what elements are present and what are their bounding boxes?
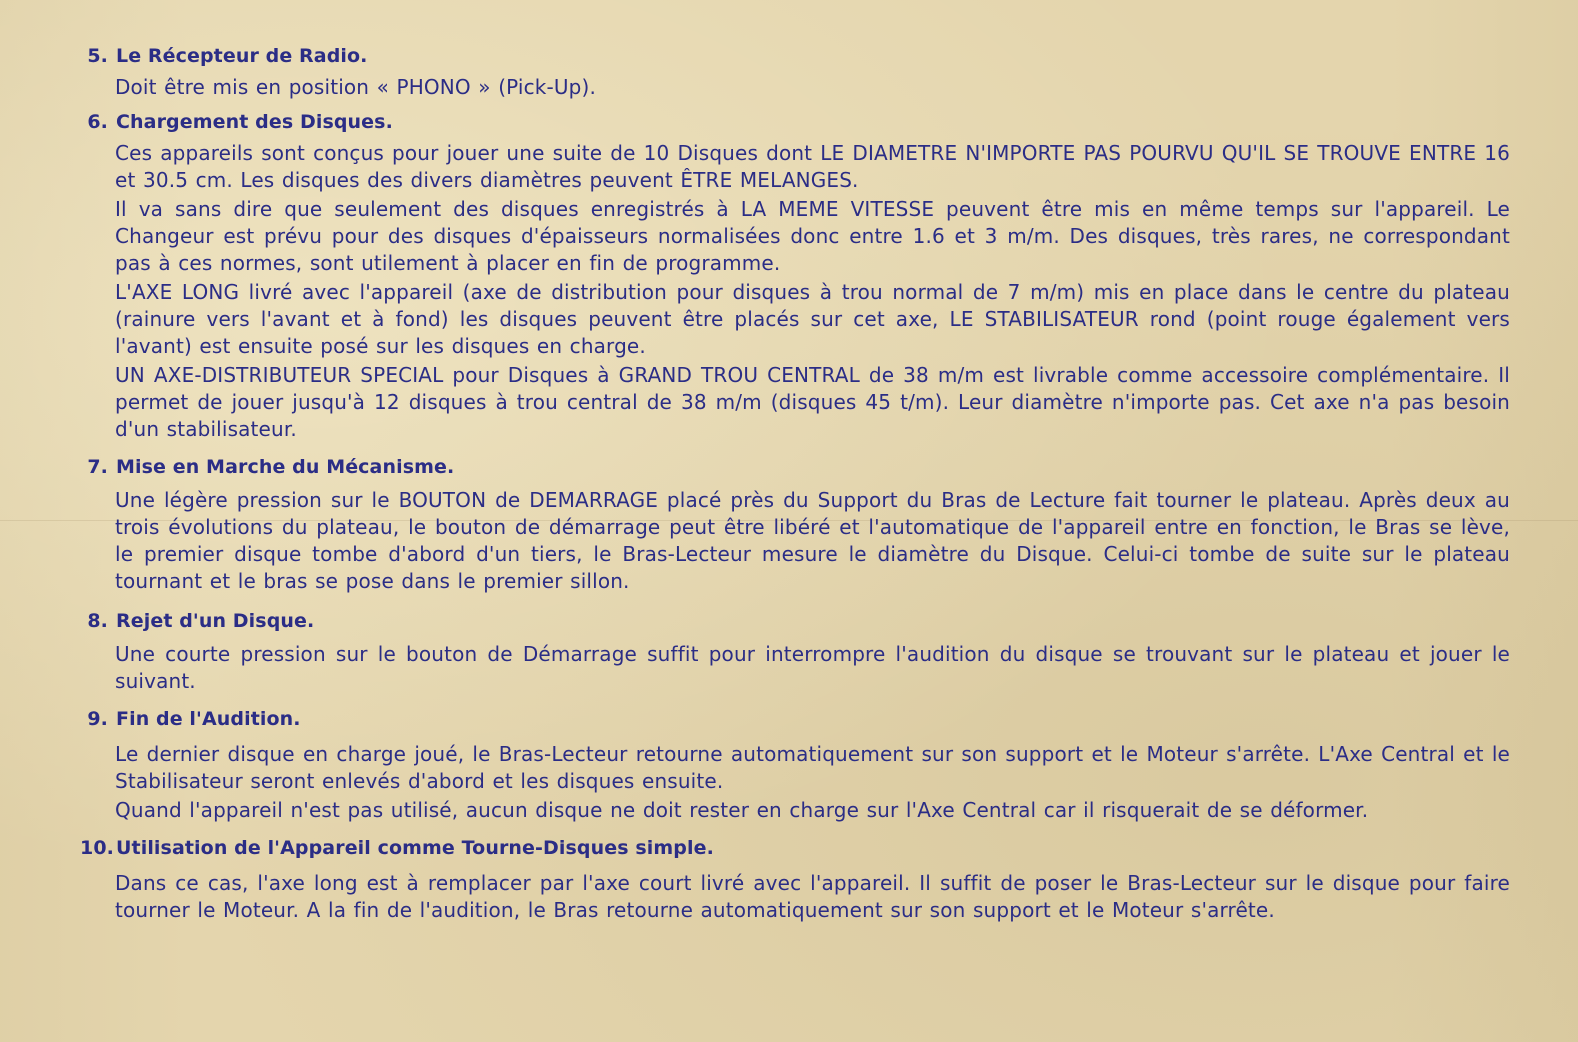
section-number: 10.	[80, 837, 114, 859]
section-number: 6.	[87, 111, 108, 133]
section-heading	[80, 834, 1510, 862]
section-9-end-of-playback	[80, 705, 1510, 824]
section-8-reject-record	[80, 607, 1510, 695]
section-heading	[80, 705, 1510, 733]
section-paragraph: Une courte pression sur le bouton de Démarrage suffit pour interrompre l'audition du disque se trouvant sur le plateau et jouer le suivant.	[115, 642, 1510, 693]
section-paragraph: Il va sans dire que seulement des disques enregistrés à LA MEME VITESSE peuvent être mis en même temps sur l'appareil. Le Changeur est prévu pour des disques d'épaisseurs normalisées donc entre 1.6 et 3 m/m. Des disques, très rares, ne correspondant pas à ces normes, sont utilement à placer en fin de programme.	[115, 197, 1510, 275]
instruction-page	[80, 42, 1510, 924]
section-number: 8.	[87, 610, 108, 632]
section-paragraph: Dans ce cas, l'axe long est à remplacer par l'axe court livré avec l'appareil. Il suffit de poser le Bras-Lecteur sur le disque pour faire tourner le Moteur. A la fin de l'audition, le Bras retourne automatiquement sur son support et le Moteur s'arrête.	[115, 871, 1510, 922]
section-paragraph: Ces appareils sont conçus pour jouer une suite de 10 Disques dont LE DIAMETRE N'IMPORTE PAS POURVU QU'IL SE TROUVE ENTRE 16 et 30.5 cm. Les disques des divers diamètres peuvent ÊTRE MELANGES.	[115, 141, 1510, 192]
section-title: Chargement des Disques.	[116, 111, 393, 133]
section-paragraph: Quand l'appareil n'est pas utilisé, aucun disque ne doit rester en charge sur l'Axe Central car il risquerait de se déformer.	[115, 798, 1369, 822]
section-heading	[80, 607, 1510, 635]
section-title: Rejet d'un Disque.	[116, 610, 315, 632]
section-paragraph: Le dernier disque en charge joué, le Bras-Lecteur retourne automatiquement sur son support et le Moteur s'arrête. L'Axe Central et le Stabilisateur seront enlevés d'abord et les disques ensuite.	[115, 742, 1510, 793]
section-title: Fin de l'Audition.	[116, 708, 301, 730]
section-6-loading-records	[80, 108, 1510, 443]
section-title: Mise en Marche du Mécanisme.	[116, 456, 455, 478]
section-number: 9.	[87, 708, 108, 730]
section-heading	[80, 453, 1510, 481]
section-paragraph: Une légère pression sur le BOUTON de DEMARRAGE placé près du Support du Bras de Lecture fait tourner le plateau. Après deux au trois évolutions du plateau, le bouton de démarrage peut être libéré et l'automatique de l'appareil entre en fonction, le Bras se lève, le premier disque tombe d'abord d'un tiers, le Bras-Lecteur mesure le diamètre du Disque. Celui-ci tombe de suite sur le plateau tournant et le bras se pose dans le premier sillon.	[115, 488, 1510, 593]
section-title: Le Récepteur de Radio.	[116, 45, 368, 67]
section-paragraph: L'AXE LONG livré avec l'appareil (axe de distribution pour disques à trou normal de 7 m/m) mis en place dans le centre du plateau (rainure vers l'avant et à fond) les disques peuvent être placés sur cet axe, LE STABILISATEUR rond (point rouge également vers l'avant) est ensuite posé sur les disques en charge.	[115, 280, 1510, 358]
section-paragraph: Doit être mis en position « PHONO » (Pick-Up).	[115, 75, 596, 99]
section-10-simple-turntable-use	[80, 834, 1510, 924]
section-paragraph: UN AXE-DISTRIBUTEUR SPECIAL pour Disques à GRAND TROU CENTRAL de 38 m/m est livrable comme accessoire complémentaire. Il permet de jouer jusqu'à 12 disques à trou central de 38 m/m (disques 45 t/m). Leur diamètre n'importe pas. Cet axe n'a pas besoin d'un stabilisateur.	[115, 363, 1510, 441]
section-number: 5.	[87, 45, 108, 67]
section-number: 7.	[87, 456, 108, 478]
section-title: Utilisation de l'Appareil comme Tourne-Disques simple.	[116, 837, 714, 859]
section-5-radio-receiver	[80, 42, 1510, 101]
section-heading	[80, 42, 1510, 70]
section-heading	[80, 108, 1510, 136]
section-7-starting-mechanism	[80, 453, 1510, 595]
